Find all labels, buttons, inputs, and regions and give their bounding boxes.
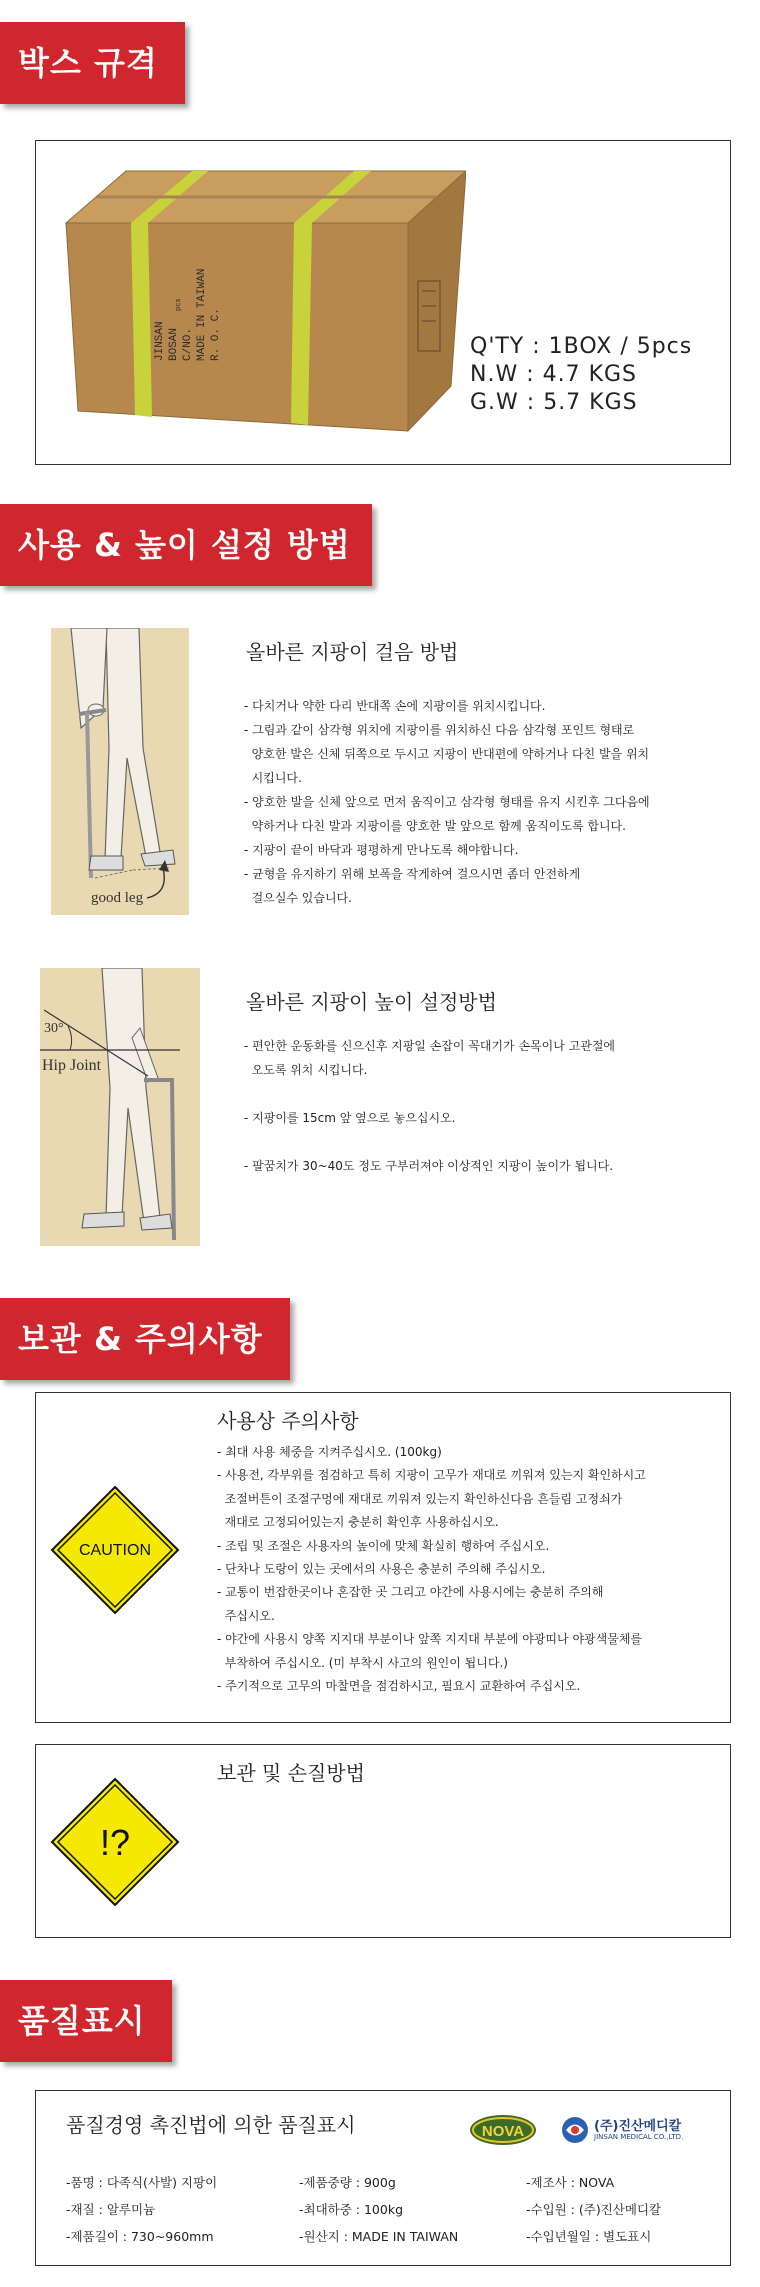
list-item: 약하거나 다친 발과 지팡이를 양호한 발 앞으로 함께 움직이도록 합니다.	[244, 819, 626, 833]
quality-field: -수입원 : (주)진산메디칼	[526, 2202, 662, 2217]
list-item: - 양호한 발을 신체 앞으로 먼저 움직이고 삼각형 형태를 유지 시킨후 그다음에	[244, 795, 650, 809]
walk-method-list	[244, 694, 650, 910]
list-item: 조절버튼이 조절구멍에 재대로 끼워져 있는지 확인하신다음 흔들림 고정쇠가	[217, 1491, 623, 1506]
list-item: 부착하여 주십시오. (미 부착시 사고의 원인이 됩니다.)	[217, 1655, 508, 1670]
angle-label: 30°	[44, 1021, 64, 1036]
spec-net-weight: N.W : 4.7 KGS	[470, 362, 638, 387]
quality-panel	[35, 2090, 731, 2266]
quality-col-3	[526, 2169, 661, 2250]
hip-joint-label: Hip Joint	[42, 1057, 102, 1074]
carton-marking-line: BOSAN	[168, 327, 180, 361]
section-header-storage: 보관 & 주의사항	[0, 1298, 290, 1380]
carton-marking-line: R. O. C.	[210, 308, 222, 361]
svg-text:CAUTION: CAUTION	[79, 1542, 151, 1559]
list-item: - 단차나 도랑이 있는 곳에서의 사용은 충분히 주의해 주십시오.	[217, 1562, 546, 1577]
list-item: - 주기적으로 고무의 마찰면을 점검하시고, 필요시 교환하여 주십시오.	[217, 1679, 581, 1694]
quality-title: 품질경영 촉진법에 의한 품질표시	[66, 2113, 356, 2137]
list-item	[244, 1130, 615, 1154]
quality-field: -원산지 : MADE IN TAIWAN	[299, 2229, 459, 2244]
good-leg-label: good leg	[91, 890, 144, 906]
quality-col-1	[66, 2169, 217, 2250]
list-item: - 조립 및 조절은 사용자의 높이에 맞체 확실히 행하여 주십시오.	[217, 1538, 550, 1553]
height-method-list	[244, 1034, 615, 1178]
carton-marking-line: C/NO.	[182, 327, 194, 361]
svg-text:!?: !?	[99, 1822, 131, 1863]
quality-field: -수입년월일 : 별도표시	[526, 2229, 652, 2244]
list-item: - 교통이 번잡한곳이나 혼잡한 곳 그리고 야간에 사용시에는 충분히 주의해	[217, 1585, 604, 1600]
list-item: 양호한 발은 신체 뒤쪽으로 두시고 지팡이 반대편에 약하거나 다친 발을 위치	[244, 747, 650, 761]
caution-sign-icon	[50, 1485, 180, 1615]
section-header-box-spec: 박스 규격	[0, 22, 185, 104]
caution-panel	[35, 1392, 731, 1723]
quality-field: -재질 : 알루미늄	[66, 2202, 156, 2217]
height-method-title: 올바른 지팡이 높이 설정방법	[246, 990, 497, 1014]
list-item: 시킵니다.	[244, 771, 302, 785]
quality-field: -제조사 : NOVA	[526, 2175, 615, 2190]
care-title: 보관 및 손질방법	[217, 1761, 365, 1785]
company-logo	[560, 2111, 710, 2151]
quality-field: -품명 : 다족식(사발) 지팡이	[66, 2175, 218, 2190]
carton-marking-line: JINSAN	[154, 321, 166, 361]
caution-list	[217, 1441, 646, 1698]
list-item: 재대로 고정되어있는지 충분히 확인후 사용하십시오.	[217, 1515, 499, 1530]
quality-field: -제품길이 : 730~960mm	[66, 2229, 214, 2244]
box-spec-lines	[470, 333, 692, 417]
walk-method-title: 올바른 지팡이 걸음 방법	[246, 640, 459, 664]
company-logo-name: (주)진산메디칼	[594, 2119, 682, 2134]
carton-box-image	[56, 161, 466, 451]
care-panel	[35, 1744, 731, 1938]
quality-col-2	[299, 2169, 458, 2250]
warning-sign-icon	[50, 1777, 180, 1907]
list-item: - 최대 사용 체중을 지켜주십시오. (100kg)	[217, 1445, 442, 1459]
list-item: - 균형을 유지하기 위해 보폭을 작게하여 걸으시면 좀더 안전하게	[244, 867, 581, 881]
list-item: - 다치거나 약한 다리 반대쪽 손에 지팡이를 위치시킵니다.	[244, 699, 546, 713]
spec-qty: Q'TY : 1BOX / 5pcs	[470, 334, 693, 359]
list-item: - 팔꿈치가 30~40도 정도 구부러져야 이상적인 지팡이 높이가 됩니다.	[244, 1159, 614, 1173]
svg-text:NOVA: NOVA	[481, 2123, 525, 2140]
company-logo-sub: JINSAN MEDICAL CO.,LTD.	[594, 2133, 684, 2141]
list-item: - 지팡이를 15cm 앞 옆으로 놓으십시오.	[244, 1111, 456, 1125]
list-item: 오도록 위치 시킵니다.	[244, 1063, 368, 1077]
list-item: - 사용전, 각부위를 점검하고 특히 지팡이 고무가 재대로 끼워져 있는지 확인하시고	[217, 1468, 646, 1483]
height-illustration	[40, 968, 200, 1246]
carton-marking-line: MADE IN TAIWAN	[196, 268, 208, 361]
box-spec-panel	[35, 140, 731, 465]
list-item: - 지팡이 끝이 바닥과 평평하게 만나도록 해야합니다.	[244, 843, 519, 857]
caution-title: 사용상 주의사항	[217, 1409, 359, 1433]
list-item: - 그림과 같이 삼각형 위치에 지팡이를 위치하신 다음 삼각형 포인트 형태로	[244, 723, 635, 737]
carton-marking-small: pcs	[175, 298, 183, 311]
section-header-quality: 품질표시	[0, 1980, 172, 2062]
spec-gross-weight: G.W : 5.7 KGS	[470, 390, 638, 415]
list-item: 주십시오.	[217, 1608, 275, 1623]
list-item: - 야간에 사용시 양쪽 지지대 부분이나 앞쪽 지지대 부분에 야광띠나 야광색물체를	[217, 1632, 643, 1647]
quality-field: -최대하중 : 100kg	[299, 2202, 404, 2217]
list-item: 걸으실수 있습니다.	[244, 891, 352, 905]
list-item: - 편안한 운동화를 신으신후 지팡일 손잡이 꼭대기가 손목이나 고관절에	[244, 1039, 616, 1053]
nova-logo	[468, 2113, 538, 2147]
walking-illustration	[51, 628, 189, 915]
quality-field: -제품중량 : 900g	[299, 2175, 396, 2190]
list-item	[244, 1082, 615, 1106]
section-header-usage: 사용 & 높이 설정 방법	[0, 504, 372, 586]
